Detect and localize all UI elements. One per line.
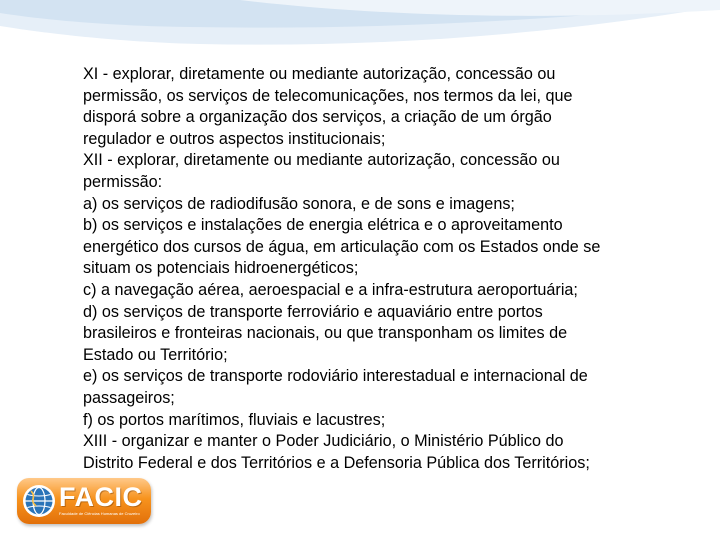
logo-wordmark: FACIC [59,482,143,512]
text-line: disporá sobre a organização dos serviços, a criação de um órgão [83,108,552,127]
text-line: XI - explorar, diretamente ou mediante autorização, concessão ou [83,65,556,83]
text-line: permissão: [83,172,163,191]
facic-logo [17,478,153,526]
text-line: f) os portos marítimos, fluviais e lacustres; [83,410,386,429]
text-line: Distrito Federal e dos Territórios e a Defensoria Pública dos Territórios; [83,453,590,472]
text-line: a) os serviços de radiodifusão sonora, e de sons e imagens; [83,194,515,213]
text-line: energético dos cursos de água, em articulação com os Estados onde se [83,237,601,256]
text-line: b) os serviços e instalações de energia elétrica e o aproveitamento [83,216,563,235]
text-line: regulador e outros aspectos institucionais; [83,129,386,148]
text-line: e) os serviços de transporte rodoviário interestadual e internacional de [83,367,588,386]
text-line: XII - explorar, diretamente ou mediante autorização, concessão ou [83,151,560,170]
logo-subtitle: Faculdade de Ciências Humanas de Cruzeiro [59,511,140,516]
text-line: permissão, os serviços de telecomunicações, nos termos da lei, que [83,86,573,105]
globe-icon [22,484,56,518]
document-text [83,64,663,474]
text-line: passageiros; [83,388,175,407]
text-line: brasileiros e fronteiras nacionais, ou que transponham os limites de [83,324,568,343]
text-line: c) a navegação aérea, aeroespacial e a infra-estrutura aeroportuária; [83,280,578,299]
text-line: Estado ou Território; [83,345,228,364]
text-line: XIII - organizar e manter o Poder Judiciário, o Ministério Público do [83,432,564,451]
text-line: situam os potenciais hidroenergéticos; [83,259,359,278]
text-line: d) os serviços de transporte ferroviário e aquaviário entre portos [83,302,543,321]
